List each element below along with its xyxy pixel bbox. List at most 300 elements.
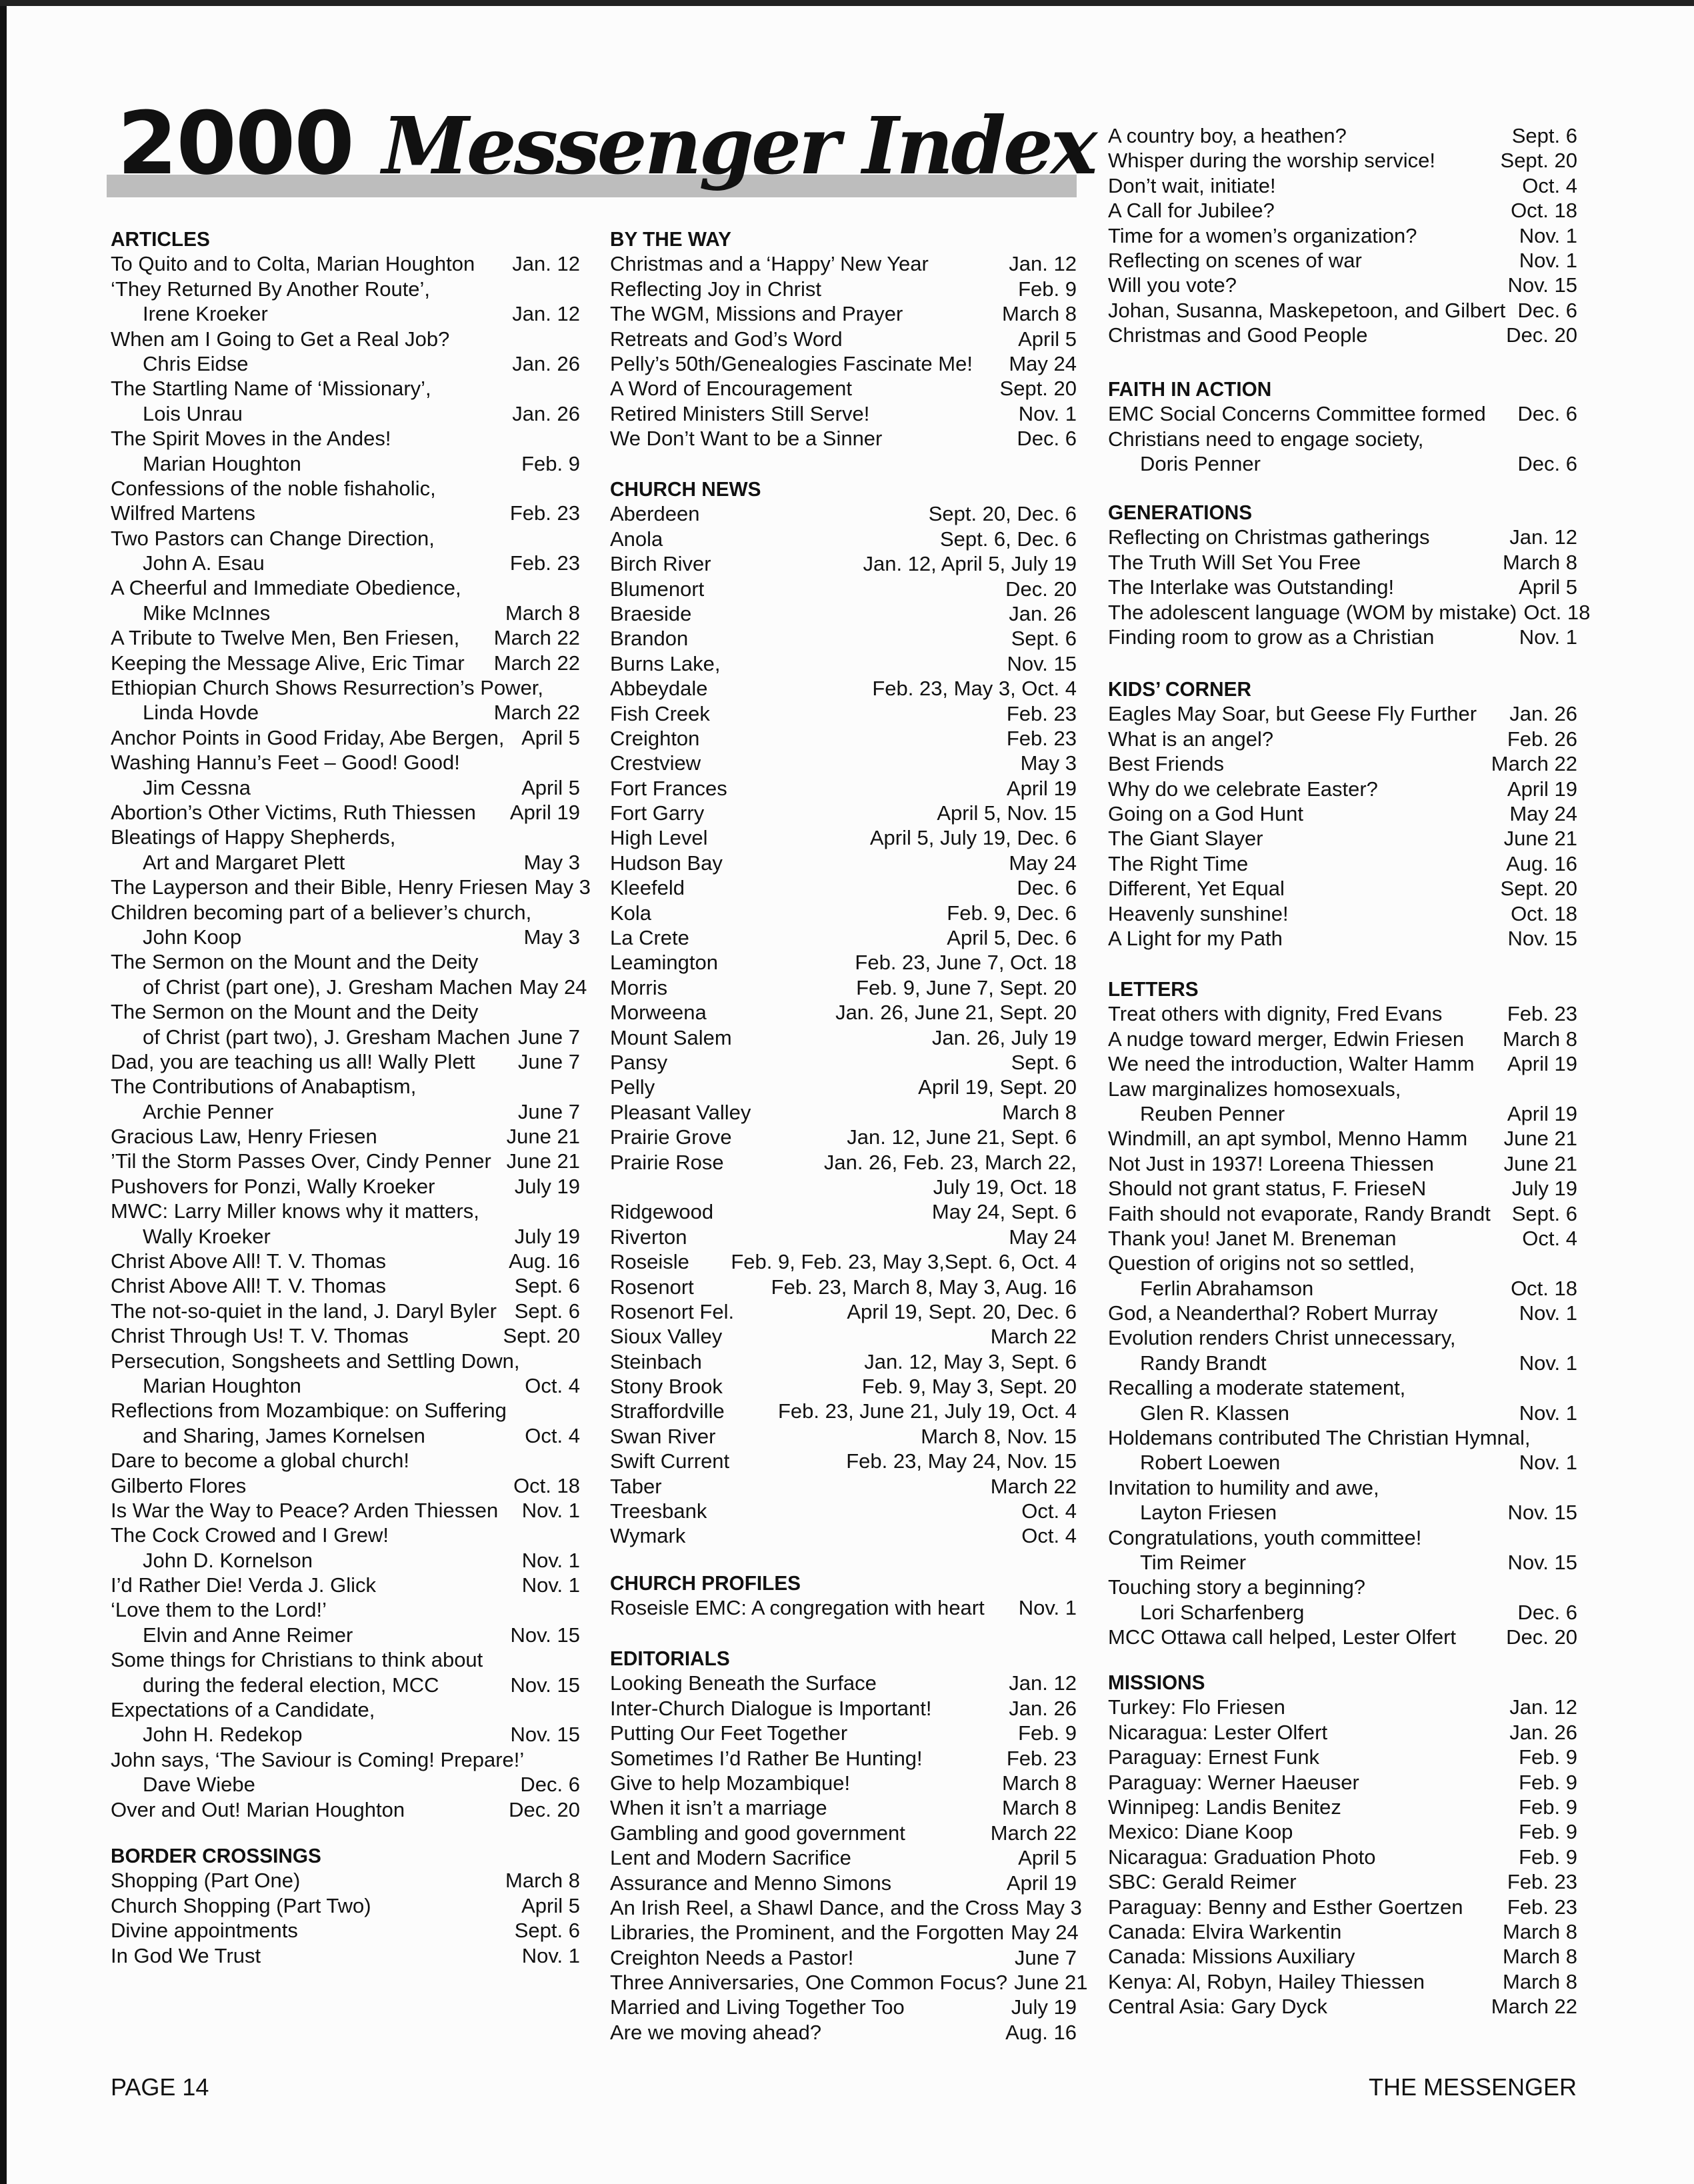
- entry-date: Oct. 4: [525, 1423, 580, 1447]
- index-entry: [111, 1498, 580, 1523]
- entry-date: Dec. 6: [520, 1773, 580, 1797]
- index-entry: [1108, 1301, 1577, 1325]
- entry-title: John A. Esau: [143, 551, 265, 575]
- entry-date: June 7: [517, 1049, 580, 1073]
- entry-title: Is War the Way to Peace? Arden Thiessen: [111, 1498, 499, 1522]
- entry-title: Time for a women’s organization?: [1108, 223, 1417, 247]
- index-entry: [1108, 451, 1577, 476]
- entry-date: Nov. 1: [1519, 223, 1577, 247]
- index-entry: [111, 775, 580, 800]
- entry-date: June 21: [506, 1149, 580, 1173]
- entry-title: Assurance and Menno Simons: [610, 1871, 892, 1895]
- index-entry: [1108, 901, 1577, 926]
- entry-title: Confessions of the noble fishaholic,: [111, 476, 436, 500]
- entry-title: Will you vote?: [1108, 273, 1237, 297]
- entry-date: March 22: [990, 1474, 1077, 1498]
- entry-title: A Tribute to Twelve Men, Ben Friesen,: [111, 626, 460, 650]
- entry-title: Reflections from Mozambique: on Suffering: [111, 1399, 507, 1423]
- entry-date: May 3: [523, 850, 580, 874]
- entry-title: Marian Houghton: [143, 1373, 301, 1397]
- entry-date: Dec. 6: [1017, 427, 1077, 451]
- entry-date: Jan. 12: [512, 252, 580, 276]
- index-entry: [111, 875, 591, 899]
- index-entry: [610, 601, 1077, 626]
- entry-title: of Christ (part one), J. Gresham Machen: [143, 975, 513, 999]
- entry-title: Give to help Mozambique!: [610, 1771, 851, 1795]
- entry-title: Looking Beneath the Surface: [610, 1671, 877, 1695]
- entry-date: Nov. 1: [1018, 1596, 1077, 1620]
- entry-title: Fort Garry: [610, 801, 705, 825]
- index-entry: [610, 1324, 1077, 1349]
- entry-title: Rosenort: [610, 1275, 694, 1299]
- entry-date: Nov. 1: [521, 1573, 580, 1597]
- index-entry: [610, 801, 1077, 825]
- index-section: [1108, 977, 1577, 1650]
- entry-title: Retreats and God’s Word: [610, 327, 843, 351]
- entry-title: Invitation to humility and awe,: [1108, 1475, 1379, 1499]
- index-entry: [610, 1000, 1077, 1025]
- entry-title: The Giant Slayer: [1108, 827, 1263, 851]
- index-entry: [111, 999, 580, 1024]
- entry-title: John says, ‘The Saviour is Coming! Prepare!’: [111, 1747, 525, 1771]
- entry-date: May 24, Sept. 6: [931, 1200, 1077, 1224]
- index-entry: [610, 776, 1077, 801]
- index-entry: [610, 1771, 1077, 1795]
- publication-name: THE MESSENGER: [1368, 2073, 1577, 2101]
- index-entry: [1108, 1450, 1577, 1475]
- entry-title: Are we moving ahead?: [610, 2020, 822, 2044]
- index-entry: [111, 451, 580, 476]
- entry-date: July 19, Oct. 18: [933, 1175, 1077, 1199]
- index-entry: [610, 1299, 1077, 1324]
- index-entry: [610, 1349, 1077, 1374]
- entry-date: Jan. 26: [512, 401, 580, 425]
- entry-title: Wally Kroeker: [143, 1224, 271, 1248]
- entry-date: Feb. 9, May 3, Sept. 20: [861, 1375, 1077, 1399]
- index-entry: [1108, 1695, 1577, 1719]
- entry-title: Ridgewood: [610, 1200, 714, 1224]
- entry-title: Reflecting Joy in Christ: [610, 277, 822, 301]
- entry-title: Fish Creek: [610, 701, 710, 725]
- index-entry: [610, 1449, 1077, 1473]
- entry-title: The adolescent language (WOM by mistake): [1108, 600, 1517, 624]
- entry-date: Feb. 23: [1006, 701, 1077, 725]
- entry-date: May 24: [519, 975, 587, 999]
- entry-date: April 19, Sept. 20: [918, 1075, 1077, 1099]
- index-entry: [610, 527, 1077, 551]
- index-entry: [1108, 926, 1577, 951]
- entry-title: The Sermon on the Mount and the Deity: [111, 950, 479, 974]
- index-entry: [610, 1523, 1077, 1548]
- index-entry: [610, 1175, 1077, 1199]
- entry-date: March 8: [1503, 1027, 1577, 1051]
- index-entry: [610, 1050, 1077, 1075]
- entry-title: The Truth Will Set You Free: [1108, 550, 1361, 574]
- section-heading: BY THE WAY: [610, 227, 731, 251]
- entry-title: Libraries, the Prominent, and the Forgotten: [610, 1921, 1005, 1945]
- entry-date: March 22: [990, 1325, 1077, 1349]
- index-entry: [1108, 223, 1577, 248]
- entry-date: Feb. 9: [1519, 1745, 1577, 1769]
- index-entry: [111, 651, 580, 675]
- entry-title: Children becoming part of a believer’s church,: [111, 900, 532, 924]
- index-entry: [610, 701, 1077, 726]
- entry-date: Feb. 23: [509, 551, 580, 575]
- entry-date: April 19: [1006, 1871, 1077, 1895]
- entry-date: Feb. 23, June 21, July 19, Oct. 4: [777, 1399, 1077, 1423]
- entry-date: Nov. 15: [510, 1623, 580, 1647]
- entry-title: Fort Frances: [610, 776, 727, 800]
- entry-title: High Level: [610, 826, 708, 850]
- index-entry: [610, 825, 1077, 850]
- entry-date: Sept. 20: [1500, 877, 1577, 901]
- index-entry: [1108, 1919, 1577, 1944]
- entry-date: Dec. 6: [1017, 876, 1077, 900]
- entry-date: Dec. 6: [1517, 402, 1577, 426]
- index-entry: [1108, 625, 1577, 649]
- index-entry: [111, 551, 580, 575]
- entry-title: Dad, you are teaching us all! Wally Plett: [111, 1049, 475, 1073]
- page-title: [117, 93, 1095, 194]
- entry-title: during the federal election, MCC: [143, 1673, 439, 1697]
- index-entry: [1108, 1745, 1577, 1769]
- index-entry: [610, 426, 1077, 451]
- index-entry: [610, 1970, 1088, 1995]
- index-entry: [610, 1845, 1077, 1870]
- index-entry: [111, 1299, 580, 1323]
- index-entry: [610, 1025, 1077, 1050]
- index-entry: [1108, 1077, 1577, 1101]
- entry-title: Different, Yet Equal: [1108, 877, 1285, 901]
- entry-title: A Cheerful and Immediate Obedience,: [111, 576, 461, 600]
- entry-title: Mexico: Diane Koop: [1108, 1820, 1293, 1844]
- index-entry: [1108, 1625, 1577, 1649]
- entry-date: April 5, July 19, Dec. 6: [869, 826, 1077, 850]
- index-entry: [1108, 401, 1577, 426]
- section-heading: EDITORIALS: [610, 1647, 730, 1670]
- entry-title: John H. Redekop: [143, 1723, 303, 1747]
- entry-title: Dare to become a global church!: [111, 1449, 410, 1473]
- entry-date: Dec. 20: [1506, 1625, 1577, 1649]
- index-entry: [610, 1671, 1077, 1695]
- entry-title: Law marginalizes homosexuals,: [1108, 1077, 1401, 1101]
- index-entry: [610, 1199, 1077, 1224]
- entry-title: EMC Social Concerns Committee formed: [1108, 402, 1486, 426]
- index-entry: [1108, 1994, 1577, 2019]
- entry-date: Sept. 6: [1011, 1050, 1077, 1074]
- entry-title: Pelly: [610, 1075, 655, 1099]
- index-entry: [111, 526, 580, 551]
- entry-date: March 22: [493, 701, 580, 725]
- entry-title: Randy Brandt: [1140, 1351, 1267, 1375]
- index-section: [1108, 500, 1591, 649]
- entry-title: Abortion’s Other Victims, Ruth Thiessen: [111, 800, 476, 824]
- index-entry: [1108, 801, 1577, 826]
- section-heading: CHURCH NEWS: [610, 477, 761, 501]
- index-entry: [111, 1373, 580, 1398]
- entry-title: Heavenly sunshine!: [1108, 901, 1289, 925]
- entry-date: Nov. 15: [510, 1673, 580, 1697]
- entry-title: To Quito and to Colta, Marian Houghton: [111, 252, 475, 276]
- index-entry: [1108, 1226, 1577, 1251]
- index-entry: [111, 1349, 580, 1373]
- entry-date: April 5: [1018, 1846, 1077, 1870]
- entry-title: Church Shopping (Part Two): [111, 1893, 371, 1917]
- entry-title: Morweena: [610, 1001, 707, 1025]
- entry-date: Sept. 20: [999, 377, 1077, 401]
- entry-title: When am I Going to Get a Real Job?: [111, 327, 450, 351]
- entry-date: Sept. 20: [503, 1324, 580, 1348]
- entry-title: Pushovers for Ponzi, Wally Kroeker: [111, 1174, 435, 1198]
- entry-title: Lent and Modern Sacrifice: [610, 1846, 851, 1870]
- entry-date: Feb. 23, March 8, May 3, Aug. 16: [771, 1275, 1077, 1299]
- entry-date: Feb. 23: [1507, 1870, 1577, 1894]
- entry-date: July 19: [514, 1224, 580, 1248]
- entry-date: July 19: [514, 1174, 580, 1198]
- entry-title: Ethiopian Church Shows Resurrection’s Power,: [111, 676, 544, 700]
- entry-title: and Sharing, James Kornelsen: [143, 1423, 425, 1447]
- entry-title: MWC: Larry Miller knows why it matters,: [111, 1199, 479, 1223]
- index-entry: [610, 1945, 1077, 1970]
- entry-date: Feb. 9: [1519, 1795, 1577, 1819]
- section-heading: BORDER CROSSINGS: [111, 1844, 321, 1867]
- index-entry: [111, 1747, 580, 1772]
- entry-date: Nov. 1: [1519, 1401, 1577, 1425]
- index-entry: [610, 726, 1077, 751]
- index-entry: [111, 949, 580, 974]
- entry-title: Sioux Valley: [610, 1325, 723, 1349]
- entry-title: Nicaragua: Lester Olfert: [1108, 1720, 1328, 1744]
- index-entry: [111, 825, 580, 849]
- entry-date: Sept. 6: [514, 1274, 580, 1298]
- index-entry: [111, 1647, 580, 1672]
- entry-date: Feb. 23: [1507, 1895, 1577, 1919]
- index-entry: [111, 277, 580, 301]
- entry-date: Nov. 1: [1519, 1451, 1577, 1475]
- index-entry: [610, 626, 1077, 651]
- entry-title: Reflecting on Christmas gatherings: [1108, 525, 1430, 549]
- entry-title: Windmill, an apt symbol, Menno Hamm: [1108, 1127, 1468, 1151]
- entry-title: Persecution, Songsheets and Settling Down,: [111, 1349, 520, 1373]
- entry-date: June 21: [1503, 1151, 1577, 1175]
- entry-title: Pelly’s 50th/Genealogies Fascinate Me!: [610, 351, 973, 375]
- entry-date: March 22: [990, 1821, 1077, 1845]
- entry-date: Aug. 16: [1506, 851, 1577, 875]
- entry-date: Feb. 9: [521, 451, 580, 475]
- entry-title: Bleatings of Happy Shepherds,: [111, 825, 396, 849]
- index-entry: [111, 426, 580, 451]
- entry-date: Oct. 4: [1522, 173, 1577, 197]
- index-entry: [111, 900, 580, 925]
- entry-date: June 21: [1503, 827, 1577, 851]
- entry-date: March 8: [1503, 550, 1577, 574]
- index-entry: [111, 1523, 580, 1547]
- entry-date: April 5: [521, 1893, 580, 1917]
- index-entry: [610, 1696, 1077, 1721]
- entry-date: Jan. 12: [1509, 525, 1577, 549]
- index-entry: [111, 601, 580, 625]
- entry-title: Dave Wiebe: [143, 1773, 255, 1797]
- entry-date: Feb. 23: [509, 501, 580, 525]
- entry-title: Riverton: [610, 1225, 687, 1249]
- entry-title: The Contributions of Anabaptism,: [111, 1075, 417, 1099]
- index-section: [610, 1646, 1088, 2045]
- entry-date: Jan. 26: [1009, 601, 1077, 625]
- index-entry: [1108, 1845, 1577, 1869]
- entry-date: April 5, Nov. 15: [937, 801, 1077, 825]
- entry-title: Canada: Missions Auxiliary: [1108, 1945, 1355, 1969]
- index-entry: [1108, 1819, 1577, 1844]
- index-entry: [111, 251, 580, 276]
- index-entry: [111, 1943, 580, 1968]
- title-script: Messenger Index: [382, 99, 1095, 192]
- entry-date: Oct. 4: [1021, 1524, 1077, 1548]
- entry-title: Paraguay: Werner Haeuser: [1108, 1770, 1359, 1794]
- entry-date: May 24: [1509, 801, 1577, 825]
- entry-title: Burns Lake,: [610, 651, 721, 675]
- entry-title: Layton Friesen: [1140, 1501, 1277, 1525]
- entry-title: Washing Hannu’s Feet – Good! Good!: [111, 751, 460, 775]
- entry-date: Nov. 1: [1018, 401, 1077, 425]
- entry-title: Christ Above All! T. V. Thomas: [111, 1249, 386, 1273]
- entry-date: Oct. 4: [525, 1373, 580, 1397]
- entry-title: The Startling Name of ‘Missionary’,: [111, 377, 431, 401]
- entry-date: Sept. 6: [1011, 627, 1077, 651]
- entry-title: John Koop: [143, 925, 242, 949]
- index-entry: [111, 1273, 580, 1298]
- index-entry: [111, 376, 580, 401]
- entry-date: Oct. 18: [1523, 600, 1591, 624]
- entry-date: March 8, Nov. 15: [921, 1424, 1077, 1448]
- index-entry: [610, 551, 1077, 576]
- entry-date: Oct. 4: [1522, 1226, 1577, 1250]
- entry-title: Whisper during the worship service!: [1108, 149, 1436, 173]
- index-entry: [610, 2020, 1077, 2045]
- index-entry: [610, 1821, 1077, 1845]
- entry-date: Nov. 1: [1519, 248, 1577, 272]
- index-entry: [111, 725, 580, 750]
- entry-title: Robert Loewen: [1140, 1451, 1281, 1475]
- entry-date: March 8: [1503, 1919, 1577, 1943]
- entry-title: A Call for Jubilee?: [1108, 199, 1275, 223]
- entry-title: Gambling and good government: [610, 1821, 905, 1845]
- entry-title: Christ Through Us! T. V. Thomas: [111, 1324, 409, 1348]
- entry-title: Taber: [610, 1474, 662, 1498]
- index-entry: [111, 1548, 580, 1573]
- index-entry: [1108, 1770, 1577, 1795]
- entry-title: Anola: [610, 527, 663, 551]
- index-entry: [111, 1124, 580, 1149]
- entry-title: Tim Reimer: [1140, 1550, 1247, 1574]
- index-entry: [610, 651, 1077, 676]
- index-entry: [610, 975, 1077, 1000]
- entry-date: Nov. 15: [1007, 651, 1077, 675]
- index-entry: [111, 925, 580, 949]
- entry-title: The not-so-quiet in the land, J. Daryl Byler: [111, 1299, 497, 1323]
- index-entry: [111, 1149, 580, 1173]
- entry-date: Sept. 6: [514, 1919, 580, 1943]
- entry-date: May 24: [1009, 851, 1077, 875]
- entry-title: ‘They Returned By Another Route’,: [111, 277, 431, 301]
- index-entry: [111, 1623, 580, 1647]
- entry-date: Nov. 1: [521, 1498, 580, 1522]
- index-entry: [111, 1323, 580, 1348]
- entry-title: Pansy: [610, 1050, 668, 1074]
- index-entry: [1108, 575, 1577, 599]
- entry-date: April 19, Sept. 20, Dec. 6: [847, 1299, 1077, 1323]
- index-entry: [610, 1795, 1077, 1820]
- entry-date: Feb. 23: [1006, 726, 1077, 750]
- section-heading: GENERATIONS: [1108, 501, 1253, 524]
- entry-title: Aberdeen: [610, 502, 700, 526]
- entry-title: The Interlake was Outstanding!: [1108, 575, 1395, 599]
- index-entry: [1108, 1351, 1577, 1375]
- entry-date: Sept. 6, Dec. 6: [939, 527, 1077, 551]
- entry-title: Creighton Needs a Pastor!: [610, 1945, 854, 1969]
- entry-date: March 22: [1491, 752, 1577, 776]
- entry-title: Christmas and Good People: [1108, 323, 1368, 347]
- index-entry: [610, 1150, 1077, 1175]
- index-entry: [610, 1225, 1077, 1249]
- index-entry: [610, 501, 1077, 526]
- index-entry: [1108, 1101, 1577, 1126]
- index-entry: [1108, 1500, 1577, 1525]
- index-entry: [111, 1099, 580, 1124]
- index-entry: [610, 851, 1077, 875]
- index-entry: [1108, 427, 1577, 451]
- index-entry: [610, 901, 1077, 925]
- entry-date: Dec. 6: [1517, 1600, 1577, 1624]
- entry-date: Dec. 20: [509, 1797, 580, 1821]
- index-entry: [610, 1399, 1077, 1423]
- index-entry: [111, 625, 580, 650]
- index-entry: [1108, 1027, 1577, 1051]
- entry-date: Feb. 23, May 24, Nov. 15: [846, 1449, 1077, 1473]
- index-entry: [1108, 1525, 1577, 1550]
- index-entry: [111, 401, 580, 426]
- index-entry: [111, 327, 580, 351]
- entry-title: Pleasant Valley: [610, 1100, 751, 1124]
- index-entry: [1108, 1869, 1577, 1894]
- index-entry: [1108, 1944, 1577, 1969]
- index-entry: [111, 700, 580, 725]
- index-entry: [1108, 1126, 1577, 1151]
- entry-title: Creighton: [610, 726, 700, 750]
- entry-date: May 3: [523, 925, 580, 949]
- index-entry: [111, 1074, 580, 1099]
- index-section: [1108, 123, 1577, 348]
- index-entry: [1108, 1895, 1577, 1919]
- entry-date: July 19: [1011, 1995, 1077, 2019]
- entry-date: Oct. 4: [1021, 1499, 1077, 1523]
- index-entry: [610, 251, 1077, 276]
- entry-title: Abbeydale: [610, 677, 708, 701]
- index-entry: [610, 327, 1077, 351]
- entry-title: Gracious Law, Henry Friesen: [111, 1125, 377, 1149]
- entry-title: Lois Unrau: [143, 401, 243, 425]
- entry-title: Retired Ministers Still Serve!: [610, 401, 870, 425]
- section-heading: CHURCH PROFILES: [610, 1571, 801, 1595]
- index-entry: [1108, 323, 1577, 347]
- entry-title: What is an angel?: [1108, 727, 1274, 751]
- index-entry: [610, 875, 1077, 900]
- entry-title: ’Til the Storm Passes Over, Cindy Penner: [111, 1149, 491, 1173]
- index-entry: [610, 577, 1077, 601]
- index-entry: [1108, 1251, 1577, 1275]
- entry-date: Jan. 26: [1009, 1696, 1077, 1720]
- entry-title: Winnipeg: Landis Benitez: [1108, 1795, 1341, 1819]
- entry-title: Don’t wait, initiate!: [1108, 173, 1276, 197]
